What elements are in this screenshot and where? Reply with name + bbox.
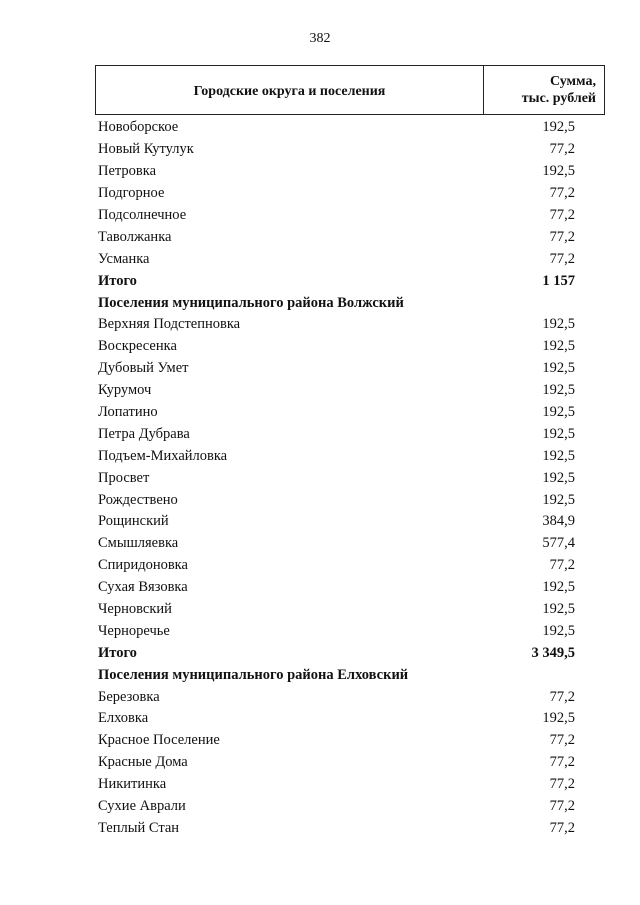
- table-row: [95, 730, 605, 752]
- amount-value: 192,5: [542, 382, 575, 399]
- amount-cell: [465, 732, 605, 749]
- table-row: [95, 752, 605, 774]
- table-row: [95, 183, 605, 205]
- settlement-name: Петра Дубрава: [98, 425, 190, 442]
- table-row: [95, 226, 605, 248]
- settlement-name: Теплый Стан: [98, 819, 180, 836]
- amount-cell: [465, 667, 605, 684]
- header-sum-line2: тыс. рублей: [521, 91, 596, 106]
- amount-cell: [465, 448, 605, 465]
- header-name-column: Городские округа и поселения: [193, 84, 386, 99]
- amount-cell: [465, 163, 605, 180]
- table-row: [95, 818, 605, 840]
- amount-value: 384,9: [542, 513, 575, 530]
- settlement-name: Подсолнечное: [98, 207, 187, 223]
- settlement-name: Таволжанка: [98, 228, 172, 245]
- amount-value: 77,2: [549, 688, 575, 705]
- amount-value: 77,2: [549, 557, 575, 574]
- amount-value: 77,2: [549, 185, 575, 202]
- total-row: [95, 642, 605, 664]
- table-row: [95, 577, 605, 599]
- amount-cell: [465, 776, 605, 793]
- table-row: [95, 358, 605, 380]
- amount-cell: [465, 470, 605, 487]
- table-header: [95, 65, 605, 115]
- settlement-name: Просвет: [98, 469, 150, 486]
- amount-value: 77,2: [549, 207, 575, 223]
- settlement-name: Красные Дома: [98, 754, 188, 771]
- table-row: [95, 774, 605, 796]
- amount-value: 77,2: [549, 732, 575, 749]
- table-row: [95, 489, 605, 511]
- amount-value: 192,5: [542, 622, 575, 639]
- table-row: [95, 380, 605, 402]
- settlement-name: Итого: [98, 644, 137, 661]
- amount-value: 192,5: [542, 469, 575, 486]
- amount-cell: [465, 119, 605, 136]
- amount-value: 192,5: [542, 316, 575, 333]
- table-row: [95, 139, 605, 161]
- settlement-name: Петровка: [98, 163, 157, 180]
- amount-cell: [465, 295, 605, 312]
- amount-value: 192,5: [542, 447, 575, 464]
- amount-value: 192,5: [542, 491, 575, 508]
- settlement-name: Лопатино: [98, 404, 158, 421]
- table-row: [95, 599, 605, 621]
- amount-value: 1 157: [542, 272, 575, 289]
- amount-value: 77,2: [549, 798, 575, 815]
- table-row: [95, 314, 605, 336]
- table-body: [95, 117, 605, 839]
- amount-value: 77,2: [549, 754, 575, 771]
- amount-cell: [465, 513, 605, 530]
- table-row: [95, 708, 605, 730]
- amount-cell: [465, 710, 605, 727]
- settlement-name: Воскресенка: [98, 338, 177, 355]
- settlement-name: Рождествено: [98, 491, 178, 508]
- settlement-name: Черноречье: [98, 622, 170, 639]
- table-row: [95, 248, 605, 270]
- settlement-name: Рощинский: [98, 513, 169, 530]
- amount-value: 192,5: [542, 425, 575, 442]
- table-row: [95, 467, 605, 489]
- settlement-name: Сухие Аврали: [98, 798, 186, 815]
- amount-cell: [465, 820, 605, 837]
- table-row: [95, 533, 605, 555]
- amount-cell: [465, 492, 605, 509]
- amount-value: 192,5: [542, 601, 575, 618]
- amount-cell: [465, 623, 605, 640]
- table-row: [95, 161, 605, 183]
- amount-value: 192,5: [542, 163, 575, 180]
- settlement-name: Итого: [98, 272, 137, 289]
- amount-value: 3 349,5: [531, 644, 575, 661]
- table-row: [95, 205, 605, 227]
- section-heading: Поселения муниципального района Волжский: [98, 294, 404, 311]
- amount-cell: [465, 316, 605, 333]
- settlement-name: Новый Кутулук: [98, 141, 194, 158]
- table-row: [95, 402, 605, 424]
- settlement-name: Елховка: [98, 710, 149, 727]
- amount-cell: [465, 426, 605, 443]
- total-row: [95, 270, 605, 292]
- settlement-name: Подъем-Михайловка: [98, 447, 228, 464]
- amount-cell: [465, 557, 605, 574]
- settlement-name: Верхняя Подстепновка: [98, 316, 241, 333]
- amount-cell: [465, 229, 605, 246]
- table-row: [95, 796, 605, 818]
- amount-value: 577,4: [542, 535, 575, 552]
- amount-value: 77,2: [549, 819, 575, 836]
- amount-cell: [465, 141, 605, 158]
- amount-value: 77,2: [549, 228, 575, 245]
- amount-cell: [465, 273, 605, 290]
- section-heading: Поселения муниципального района Елховский: [98, 666, 409, 683]
- amount-value: 192,5: [542, 119, 575, 136]
- settlement-name: Сухая Вязовка: [98, 579, 188, 596]
- settlement-name: Усманка: [98, 250, 150, 267]
- table-row: [95, 620, 605, 642]
- amount-cell: [465, 601, 605, 618]
- amount-cell: [465, 798, 605, 815]
- amount-cell: [465, 645, 605, 662]
- amount-value: 77,2: [549, 776, 575, 793]
- table-row: [95, 511, 605, 533]
- table-row: [95, 117, 605, 139]
- settlement-name: Березовка: [98, 688, 160, 705]
- amount-value: 192,5: [542, 404, 575, 421]
- amount-cell: [465, 338, 605, 355]
- amount-value: 192,5: [542, 338, 575, 355]
- amount-cell: [465, 754, 605, 771]
- settlement-name: Новоборское: [98, 119, 179, 136]
- table-row: [95, 423, 605, 445]
- settlement-name: Смышляевка: [98, 535, 179, 552]
- amount-cell: [465, 535, 605, 552]
- amount-value: 192,5: [542, 579, 575, 596]
- amount-cell: [465, 360, 605, 377]
- settlement-name: Черновский: [98, 601, 172, 618]
- table-row: [95, 555, 605, 577]
- section-heading-row: [95, 292, 605, 314]
- amount-cell: [465, 579, 605, 596]
- amount-cell: [465, 689, 605, 706]
- table-row: [95, 686, 605, 708]
- settlement-name: Никитинка: [98, 776, 167, 793]
- settlement-name: Красное Поселение: [98, 732, 220, 749]
- section-heading-row: [95, 664, 605, 686]
- settlement-name: Спиридоновка: [98, 557, 188, 574]
- amount-cell: [465, 185, 605, 202]
- header-sum-column: [483, 66, 604, 114]
- amount-value: 192,5: [542, 360, 575, 377]
- settlement-name: Дубовый Умет: [98, 360, 189, 377]
- amount-cell: [465, 404, 605, 421]
- amount-cell: [465, 207, 605, 224]
- amount-value: 77,2: [549, 141, 575, 158]
- table-row: [95, 445, 605, 467]
- page-number: 382: [309, 31, 331, 46]
- amount-cell: [465, 382, 605, 399]
- settlement-name: Курумоч: [98, 382, 152, 399]
- table-row: [95, 336, 605, 358]
- amount-value: 77,2: [549, 250, 575, 267]
- amount-cell: [465, 251, 605, 268]
- settlement-name: Подгорное: [98, 185, 165, 202]
- amount-value: 192,5: [542, 710, 575, 727]
- header-sum-line1: Сумма,: [549, 74, 596, 89]
